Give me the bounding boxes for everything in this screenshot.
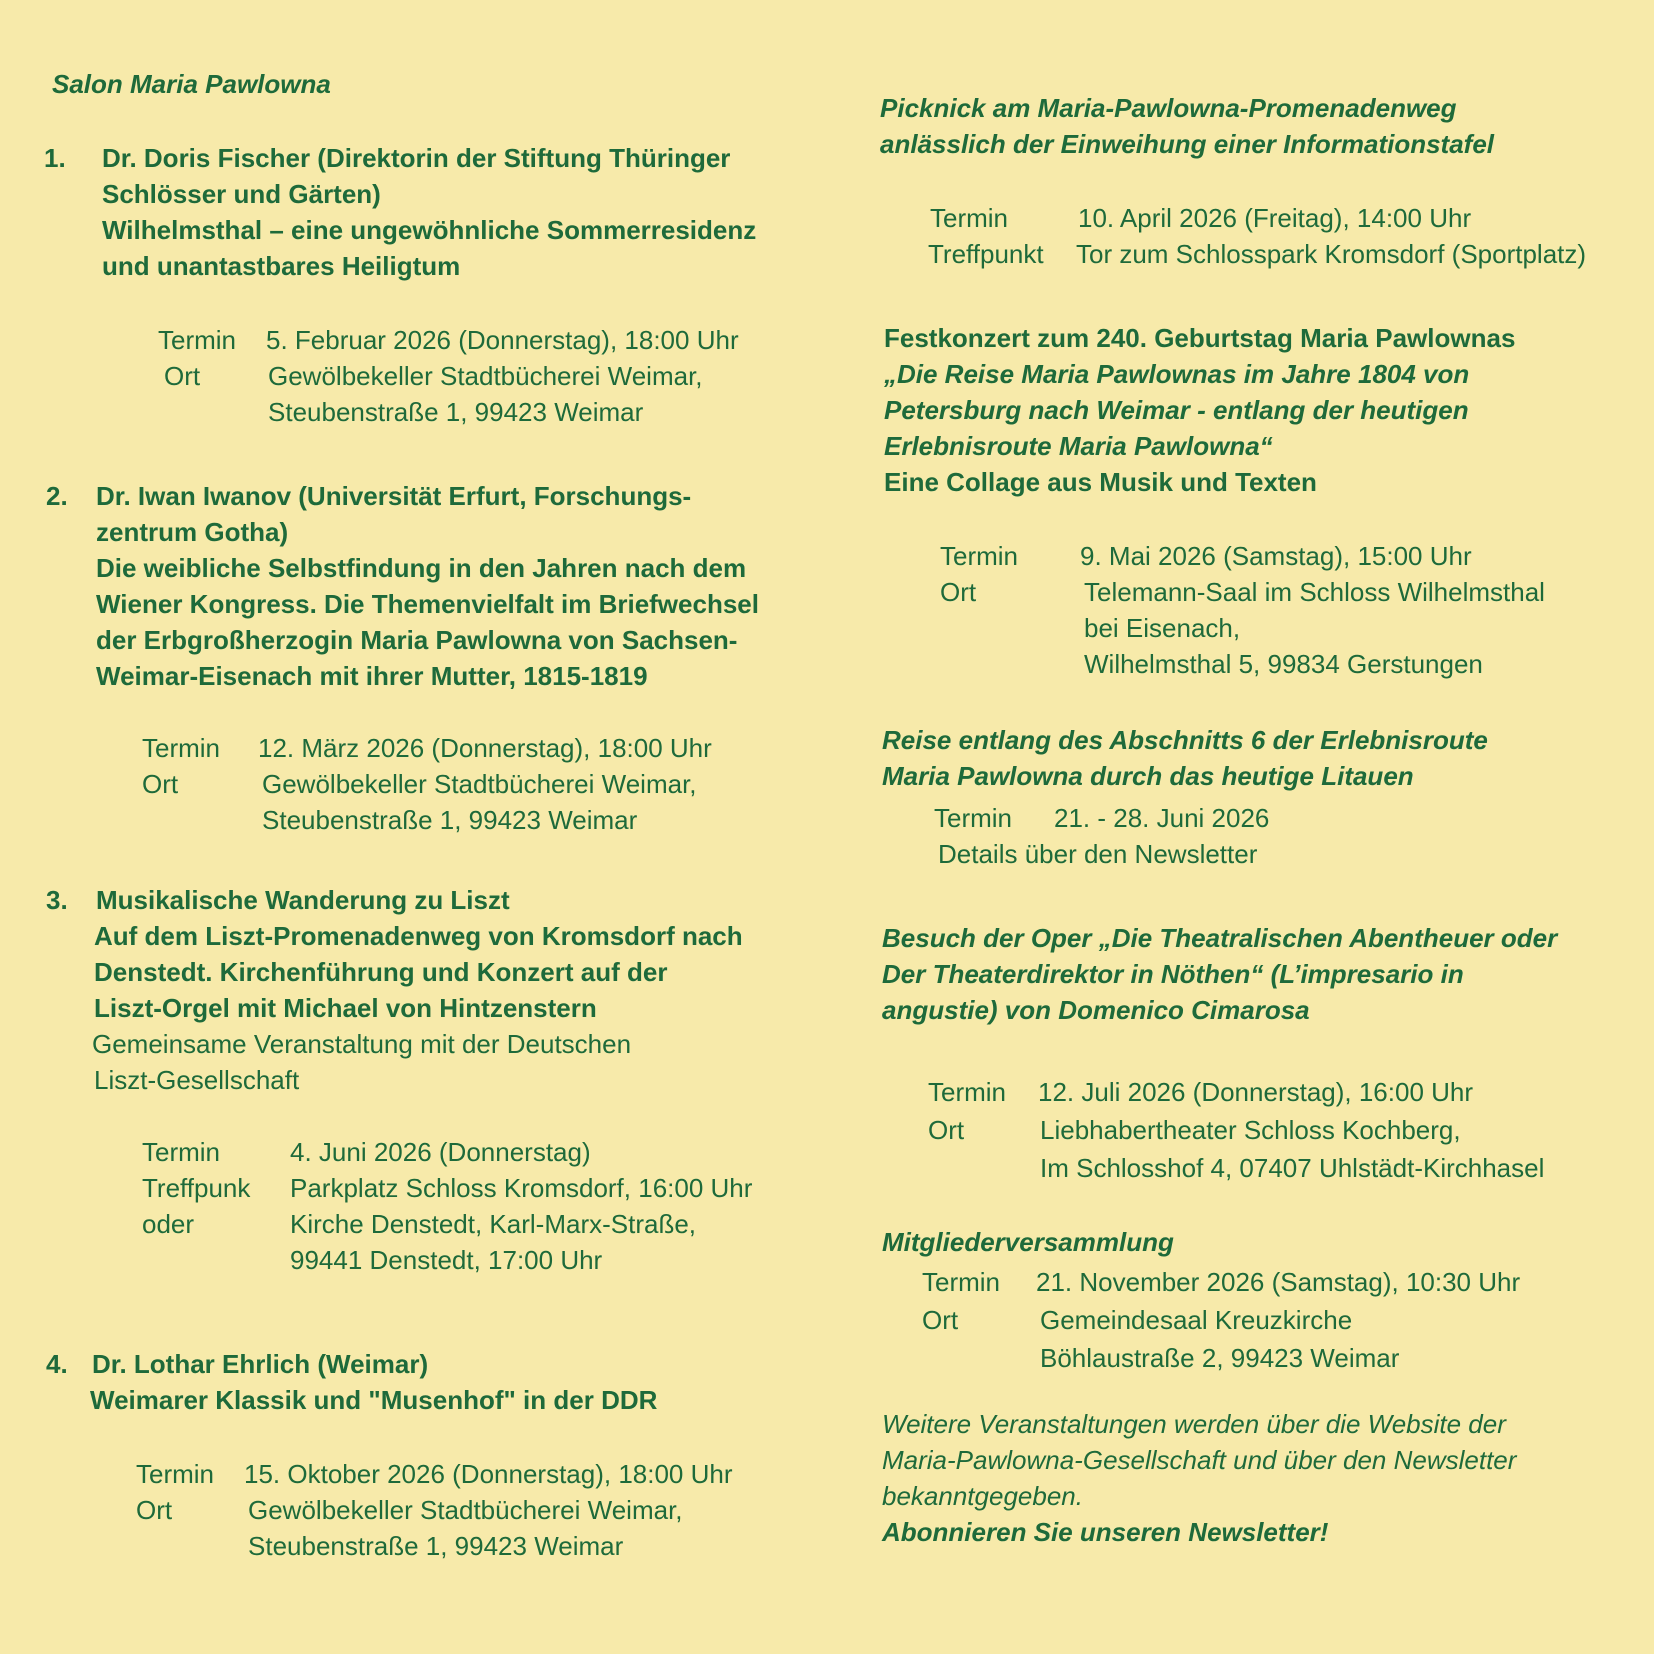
event-title: Maria Pawlowna durch das heutige Litauen (882, 761, 1414, 791)
item-note: Gemeinsame Veranstaltung mit der Deutschen (92, 1029, 632, 1059)
detail-label: Ort (922, 1305, 959, 1335)
detail-label: Termin (928, 1077, 1007, 1107)
detail-value: bei Eisenach, (1084, 613, 1241, 643)
newsletter-cta: Abonnieren Sie unseren Newsletter! (882, 1517, 1329, 1547)
item-topic: Wilhelmsthal – eine ungewöhnliche Sommerresidenz (102, 215, 757, 245)
item-topic: der Erbgroßherzogin Maria Pawlowna von Sachsen- (96, 625, 738, 655)
event-title: angustie) von Domenico Cimarosa (882, 995, 1310, 1025)
detail-value: Telemann-Saal im Schloss Wilhelmsthal (1084, 577, 1545, 607)
detail-value: 21. November 2026 (Samstag), 10:30 Uhr (1036, 1267, 1521, 1297)
detail-value: Im Schlosshof 4, 07407 Uhlstädt-Kirchhasel (1040, 1153, 1545, 1183)
detail-label: Ort (164, 361, 201, 391)
event-title: Reise entlang des Abschnitts 6 der Erlebnisroute (882, 725, 1488, 755)
detail-label: Ort (136, 1495, 173, 1525)
detail-value: 15. Oktober 2026 (Donnerstag), 18:00 Uhr (244, 1459, 733, 1489)
item-speaker: Schlösser und Gärten) (102, 179, 381, 209)
detail-value: Parkplatz Schloss Kromsdorf, 16:00 Uhr (290, 1173, 753, 1203)
item-topic: Die weibliche Selbstfindung in den Jahren nach dem (96, 553, 747, 583)
detail-value: 21. - 28. Juni 2026 (1054, 803, 1270, 833)
detail-value: Steubenstraße 1, 99423 Weimar (262, 805, 638, 835)
detail-value: Gewölbekeller Stadtbücherei Weimar, (262, 769, 697, 799)
detail-value: Böhlaustraße 2, 99423 Weimar (1040, 1343, 1400, 1373)
detail-value: Wilhelmsthal 5, 99834 Gerstungen (1084, 649, 1483, 679)
item-speaker: Musikalische Wanderung zu Liszt (96, 885, 510, 915)
detail-label: Termin (934, 803, 1013, 833)
section-title: Salon Maria Pawlowna (52, 69, 331, 99)
detail-label: oder (142, 1209, 195, 1239)
detail-label: Ort (940, 577, 977, 607)
event-title: Erlebnisroute Maria Pawlowna“ (884, 431, 1273, 461)
detail-value: Gewölbekeller Stadtbücherei Weimar, (268, 361, 703, 391)
detail-value: 5. Februar 2026 (Donnerstag), 18:00 Uhr (266, 325, 739, 355)
detail-label: Ort (142, 769, 179, 799)
event-title: Picknick am Maria-Pawlowna-Promenadenweg (880, 93, 1457, 123)
detail-value: Steubenstraße 1, 99423 Weimar (268, 397, 644, 427)
detail-label: Termin (930, 203, 1009, 233)
detail-label: Termin (136, 1459, 215, 1489)
item-topic: Wiener Kongress. Die Themenvielfalt im Briefwechsel (96, 589, 759, 619)
item-note: Liszt-Gesellschaft (94, 1065, 300, 1095)
detail-value: Kirche Denstedt, Karl-Marx-Straße, (290, 1209, 697, 1239)
detail-value: 9. Mai 2026 (Samstag), 15:00 Uhr (1080, 541, 1472, 571)
footer-note: Maria-Pawlowna-Gesellschaft und über den Newsletter (882, 1445, 1517, 1475)
item-speaker: Dr. Lothar Ehrlich (Weimar) (92, 1349, 429, 1379)
item-speaker: Dr. Iwan Iwanov (Universität Erfurt, Forschungs- (96, 481, 692, 511)
detail-value: Steubenstraße 1, 99423 Weimar (248, 1531, 624, 1561)
item-number: 2. (46, 481, 68, 511)
detail-label: Termin (142, 733, 221, 763)
event-title: „Die Reise Maria Pawlownas im Jahre 1804 von (884, 359, 1470, 389)
detail-value: 12. Juli 2026 (Donnerstag), 16:00 Uhr (1038, 1077, 1474, 1107)
detail-value: 10. April 2026 (Freitag), 14:00 Uhr (1078, 203, 1472, 233)
detail-value: Gemeindesaal Kreuzkirche (1040, 1305, 1353, 1335)
event-title: Petersburg nach Weimar - entlang der heutigen (884, 395, 1469, 425)
detail-label: Termin (158, 325, 237, 355)
item-topic: Auf dem Liszt-Promenadenweg von Kromsdorf nach (94, 921, 743, 951)
detail-value: 4. Juni 2026 (Donnerstag) (290, 1137, 591, 1167)
footer-note: Weitere Veranstaltungen werden über die Website der (882, 1409, 1506, 1439)
event-subheading: Eine Collage aus Musik und Texten (884, 467, 1317, 497)
footer-note: bekanntgegeben. (882, 1481, 1083, 1511)
event-title: Besuch der Oper „Die Theatralischen Abentheuer oder (882, 923, 1558, 953)
detail-value: 99441 Denstedt, 17:00 Uhr (290, 1245, 603, 1275)
detail-label: Treffpunk (142, 1173, 251, 1203)
detail-label: Termin (940, 541, 1019, 571)
event-title: anlässlich der Einweihung einer Informationstafel (880, 129, 1495, 159)
item-topic: Liszt-Orgel mit Michael von Hintzenstern (94, 993, 597, 1023)
item-topic: und unantastbares Heiligtum (102, 251, 461, 281)
detail-label: Termin (142, 1137, 221, 1167)
detail-value: 12. März 2026 (Donnerstag), 18:00 Uhr (258, 733, 712, 763)
item-number: 1. (44, 143, 66, 173)
event-title: Mitgliederversammlung (882, 1227, 1174, 1257)
item-topic: Denstedt. Kirchenführung und Konzert auf der (94, 957, 668, 987)
event-heading: Festkonzert zum 240. Geburtstag Maria Pawlownas (884, 323, 1516, 353)
item-topic: Weimarer Klassik und "Musenhof" in der DDR (90, 1385, 658, 1415)
item-speaker: Dr. Doris Fischer (Direktorin der Stiftung Thüringer (102, 143, 731, 173)
item-speaker: zentrum Gotha) (96, 517, 289, 547)
detail-label: Treffpunkt (928, 239, 1044, 269)
event-title: Der Theaterdirektor in Nöthen“ (L’impresario in (882, 959, 1464, 989)
detail-value: Gewölbekeller Stadtbücherei Weimar, (248, 1495, 683, 1525)
item-topic: Weimar-Eisenach mit ihrer Mutter, 1815-1819 (96, 661, 648, 691)
detail-value: Tor zum Schlosspark Kromsdorf (Sportplatz) (1076, 239, 1587, 269)
item-number: 4. (46, 1349, 68, 1379)
item-number: 3. (46, 885, 68, 915)
detail-label: Ort (928, 1115, 965, 1145)
detail-value: Details über den Newsletter (938, 839, 1258, 869)
detail-value: Liebhabertheater Schloss Kochberg, (1040, 1115, 1461, 1145)
detail-label: Termin (922, 1267, 1001, 1297)
